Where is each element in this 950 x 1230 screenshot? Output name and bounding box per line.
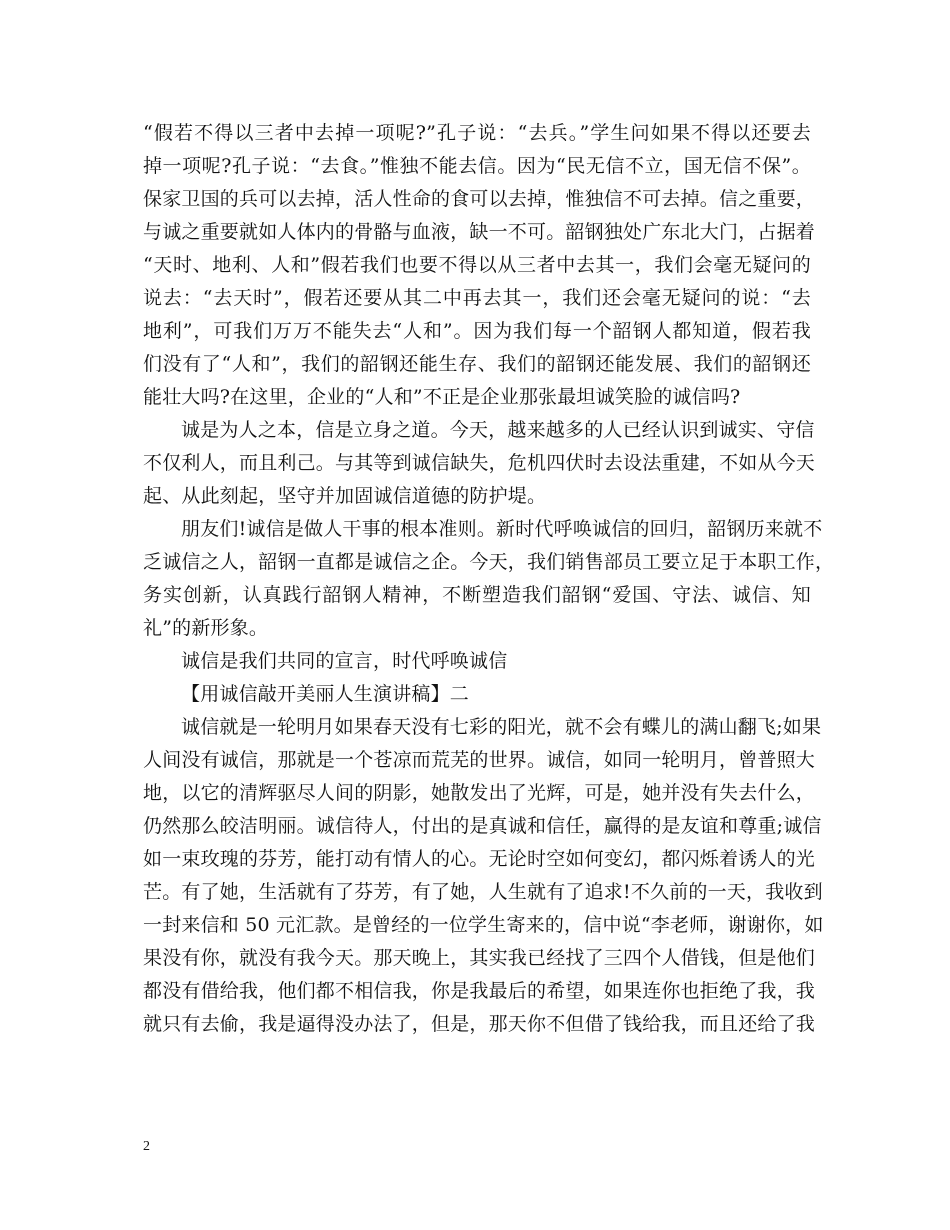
text-line: 果没有你，就没有我今天。那天晚上，其实我已经找了三四个人借钱，但是他们 [143, 947, 816, 969]
text-line: 起、从此刻起，坚守并加固诚信道德的防护堤。 [143, 485, 547, 507]
text-line: 礼”的新形象。 [143, 617, 269, 639]
text-line: 地，以它的清辉驱尽人间的阴影，她散发出了光辉，可是，她并没有失去什么， [143, 782, 816, 804]
text-line: 就只有去偷，我是逼得没办法了，但是，那天你不但借了钱给我，而且还给了我 [143, 1013, 816, 1035]
text-line: 说去：“去天时”，假若还要从其二中再去其一，我们还会毫无疑问的说：“去 [143, 287, 811, 309]
paragraph [143, 117, 816, 414]
text-line: 乏诚信之人，韶钢一直都是诚信之企。今天，我们销售部员工要立足于本职工作， [143, 551, 835, 573]
text-line: 掉一项呢?孔子说：“去食。”惟独不能去信。因为“民无信不立，国无信不保”。 [143, 155, 811, 177]
text-line: 【用诚信敲开美丽人生演讲稿】二 [181, 683, 470, 705]
text-line: 们没有了“人和”，我们的韶钢还能生存、我们的韶钢还能发展、我们的韶钢还 [143, 353, 811, 375]
text-line: 不仅利人，而且利己。与其等到诚信缺失，危机四伏时去设法重建，不如从今天 [143, 452, 816, 474]
text-line: 务实创新，认真践行韶钢人精神，不断塑造我们韶钢“爱国、守法、诚信、知 [143, 584, 811, 606]
text-line: 人间没有诚信，那就是一个苍凉而荒芜的世界。诚信，如同一轮明月，曾普照大 [143, 749, 816, 771]
text-line: 地利”，可我们万万不能失去“人和”。因为我们每一个韶钢人都知道，假若我 [143, 320, 811, 342]
text-line: 一封来信和 50 元汇款。是曾经的一位学生寄来的，信中说“李老师，谢谢你，如 [143, 914, 824, 936]
text-line: “假若不得以三者中去掉一项呢?”孔子说：“去兵。”学生问如果不得以还要去 [143, 122, 811, 144]
text-line: 诚信是我们共同的宣言，时代呼唤诚信 [181, 650, 508, 672]
text-line: 与诚之重要就如人体内的骨骼与血液，缺一不可。韶钢独处广东北大门，占据着 [143, 221, 816, 243]
text-line: 朋友们!诚信是做人干事的根本准则。新时代呼唤诚信的回归，韶钢历来就不 [181, 518, 823, 540]
text-line: 都没有借给我，他们都不相信我，你是我最后的希望，如果连你也拒绝了我，我 [143, 980, 816, 1002]
text-line: 芒。有了她，生活就有了芬芳，有了她，人生就有了追求!不久前的一天，我收到 [143, 881, 823, 903]
body-text [143, 117, 835, 1041]
text-line: 能壮大吗?在这里，企业的“人和”不正是企业那张最坦诚笑脸的诚信吗? [143, 386, 741, 408]
text-line: 保家卫国的兵可以去掉，活人性命的食可以去掉，惟独信不可去掉。信之重要， [143, 188, 816, 210]
text-line: “天时、地利、人和”假若我们也要不得以从三者中去其一，我们会毫无疑问的 [143, 254, 811, 276]
text-line: 诚是为人之本，信是立身之道。今天，越来越多的人已经认识到诚实、守信 [181, 419, 815, 441]
page-number: 2 [143, 1139, 150, 1154]
paragraph [143, 645, 811, 678]
paragraph [143, 414, 816, 513]
text-line: 仍然那么皎洁明丽。诚信待人，付出的是真诚和信任，赢得的是友谊和尊重;诚信 [143, 815, 822, 837]
text-line: 如一束玫瑰的芬芳，能打动有情人的心。无论时空如何变幻，都闪烁着诱人的光 [143, 848, 816, 870]
text-line: 诚信就是一轮明月如果春天没有七彩的阳光，就不会有蝶儿的满山翻飞;如果 [181, 716, 822, 738]
paragraph [143, 711, 824, 1041]
paragraph [143, 513, 835, 645]
paragraph [143, 678, 811, 711]
